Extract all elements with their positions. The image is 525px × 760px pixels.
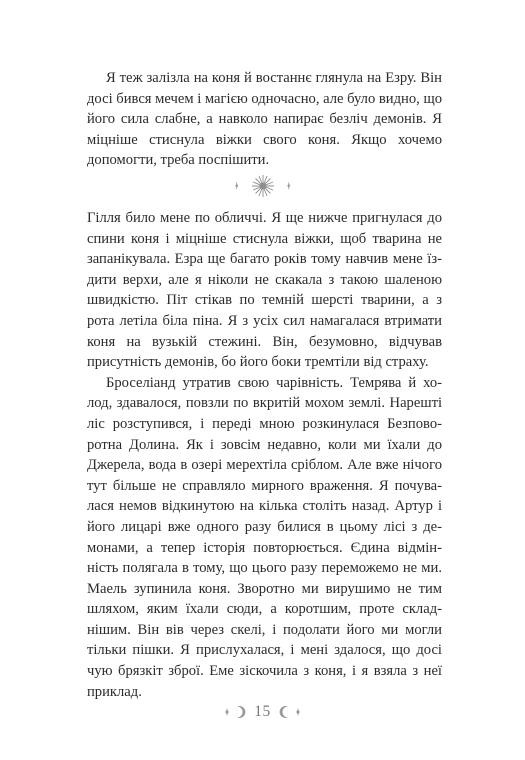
sparkle-ornament-icon bbox=[223, 173, 303, 199]
page-number: 15 bbox=[254, 703, 271, 720]
moon-star-icon bbox=[275, 704, 305, 720]
section-separator bbox=[0, 172, 525, 200]
paragraph: Гілля било мене по обличчі. Я ще нижче пригнулася до спини коня і міцніше стиснула віжки, щоб тварина не запанікувала. Езра ще багато років тому навчив мене їздити верхи, але я ніколи не скакала з такою шаленою швидкістю. Піт стікав по темній шерсті тварини, а з рота летіла біла піна. Я з усіх сил намагалася втримати коня на вузькій стежині. Він, безумовно, відчував присутність демонів, бо його боки тремтіли від страху. bbox=[87, 210, 442, 371]
star-moon-icon bbox=[220, 704, 250, 720]
paragraph: Броселіанд утратив свою чарівність. Темрява й холод, здавалося, повзли по вкритій мохом землі. Нарешті ліс розступився, і переді мною розкинулася Безповоротна Долина. Як і зовсім недавно, коли ми їхали до Джерела, вода в озері мерехтіла сріблом. Але вже нічого тут більше не справляло мирного враження. Я почувалася немов відкинутою на кілька століть назад. Артур і його лицарі вже одного разу билися в цьому лісі з демонами, а тепер історія повторюється. Єдина відмінність полягала в тому, що цього разу переможемо не ми. Маель зупинила коня. Зворотно ми вирушимо не тим шляхом, яким їхали сюди, а коротшим, проте складнішим. Він вів через скелі, і подолати його ми могли тільки пішки. Я прислухалася, і мені здалося, що досі чую брязкіт зброї. Еме зіскочила з коня, і я взяла з неї приклад. bbox=[87, 374, 442, 700]
paragraph: Я теж залізла на коня й востаннє глянула на Езру. Він досі бився мечем і магією одночасно, але було видно, що його сила слабне, а навколо напирає безліч демонів. Я міцніше стиснула віжки свого коня. Якщо хочемо допомогти, треба поспішити. bbox=[87, 70, 442, 169]
text-block-top bbox=[87, 68, 442, 171]
page-footer bbox=[0, 700, 525, 724]
text-block-main bbox=[87, 208, 442, 702]
